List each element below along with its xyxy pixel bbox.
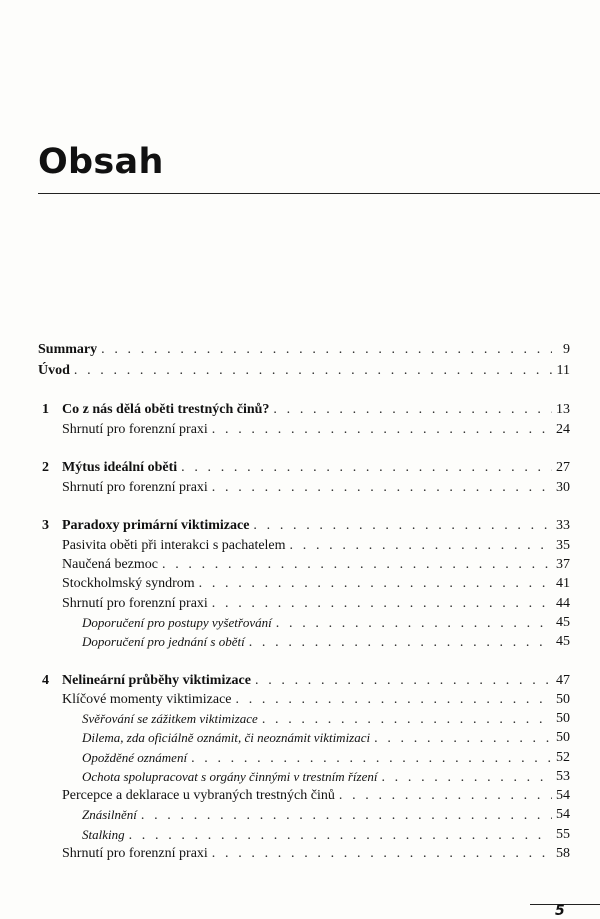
toc-entry [0,748,600,768]
toc-entry [0,478,600,498]
toc-entry-title: Summary [38,342,98,357]
toc-entry [0,709,600,729]
toc-page-number: 44 [556,596,570,611]
dot-leader [212,594,552,614]
toc-entry [0,767,600,787]
toc-page-number: 30 [556,480,570,495]
dot-leader [129,826,552,846]
dot-leader [253,516,552,536]
toc-page-number: 50 [556,692,570,707]
toc-page-number: 41 [556,576,570,591]
toc-entry [0,728,600,748]
toc-page-number: 24 [556,422,570,437]
dot-leader [236,690,552,710]
dot-leader [381,768,552,788]
toc-entry-title: Naučená bezmoc [62,557,158,572]
toc-page-number: 58 [556,846,570,861]
toc-entry-title: Shrnutí pro forenzní praxi [62,596,208,611]
toc-entry [0,786,600,806]
toc-page-number: 50 [556,711,570,726]
toc-page-number: 27 [556,460,570,475]
toc-entry [0,420,600,440]
toc-entry [0,574,600,594]
toc-entry-title: Dilema, zda oficiálně oznámit, či neoznámit viktimizaci [82,730,371,745]
toc-page-number: 13 [556,402,570,417]
toc-page-number: 53 [556,769,570,784]
dot-leader [199,574,552,594]
dot-leader [262,710,552,730]
dot-leader [212,420,552,440]
dot-leader [212,844,552,864]
toc-entry [0,825,600,845]
toc-page-number: 45 [556,615,570,630]
toc-entry-title: Klíčové momenty viktimizace [62,692,232,707]
toc-entry [0,516,600,536]
toc-page-number: 47 [556,673,570,688]
toc-entry-title: Úvod [38,363,70,378]
chapter-number: 4 [42,673,49,688]
toc-entry-title: Doporučení pro jednání s obětí [82,634,245,649]
toc-entry [0,400,600,420]
chapter-number: 3 [42,518,49,533]
dot-leader [273,400,552,420]
toc-entry [0,555,600,575]
page-number: 5 [555,903,565,919]
toc-entry [0,690,600,710]
toc-entry [0,613,600,633]
toc-entry-title: Znásilnění [82,807,137,822]
toc-entry-title: Shrnutí pro forenzní praxi [62,480,208,495]
dot-leader [162,555,552,575]
dot-leader [101,340,552,360]
toc-entry [0,458,600,478]
toc-entry-title: Mýtus ideální oběti [62,460,178,475]
toc-entry-title: Doporučení pro postupy vyšetřování [82,615,272,630]
dot-leader [374,729,552,749]
toc-page-number: 52 [556,750,570,765]
chapter-number: 1 [42,402,49,417]
footer-rule [530,904,600,905]
toc-entry-title: Svěřování se zážitkem viktimizace [82,711,258,726]
toc-page-number: 37 [556,557,570,572]
toc-entry-title: Co z nás dělá oběti trestných činů? [62,402,270,417]
toc-entry [0,632,600,652]
page-title: Obsah [38,142,164,182]
toc-entry [0,340,600,360]
dot-leader [74,361,552,381]
toc-entry-title: Percepce a deklarace u vybraných trestných činů [62,788,335,803]
dot-leader [276,614,552,634]
toc-entry-title: Ochota spolupracovat s orgány činnými v trestním řízení [82,769,378,784]
dot-leader [290,536,552,556]
toc-page-number: 33 [556,518,570,533]
toc-page-number: 55 [556,827,570,842]
dot-leader [191,749,552,769]
chapter-number: 2 [42,460,49,475]
toc-entry [0,594,600,614]
toc-entry-title: Stalking [82,827,125,842]
toc-entry-title: Shrnutí pro forenzní praxi [62,422,208,437]
toc-page-number: 50 [556,730,570,745]
dot-leader [255,671,552,691]
dot-leader [141,806,552,826]
toc-entry-title: Opožděné oznámení [82,750,188,765]
toc-page-number: 9 [563,342,570,357]
toc-entry-title: Paradoxy primární viktimizace [62,518,250,533]
toc-page-number: 35 [556,538,570,553]
dot-leader [181,458,552,478]
toc-entry [0,805,600,825]
dot-leader [249,633,552,653]
toc-page-number: 54 [556,807,570,822]
toc-entry-title: Shrnutí pro forenzní praxi [62,846,208,861]
toc-entry [0,671,600,691]
toc-entry-title: Nelineární průběhy viktimizace [62,673,251,688]
toc-entry-title: Pasivita oběti při interakci s pachatelem [62,538,286,553]
toc-page-number: 54 [556,788,570,803]
toc-entry [0,536,600,556]
dot-leader [212,478,552,498]
toc-page-number: 45 [556,634,570,649]
toc-entry [0,844,600,864]
toc-entry-title: Stockholmský syndrom [62,576,195,591]
dot-leader [339,786,552,806]
toc-entry [0,361,600,381]
toc-page-number: 11 [556,363,570,378]
